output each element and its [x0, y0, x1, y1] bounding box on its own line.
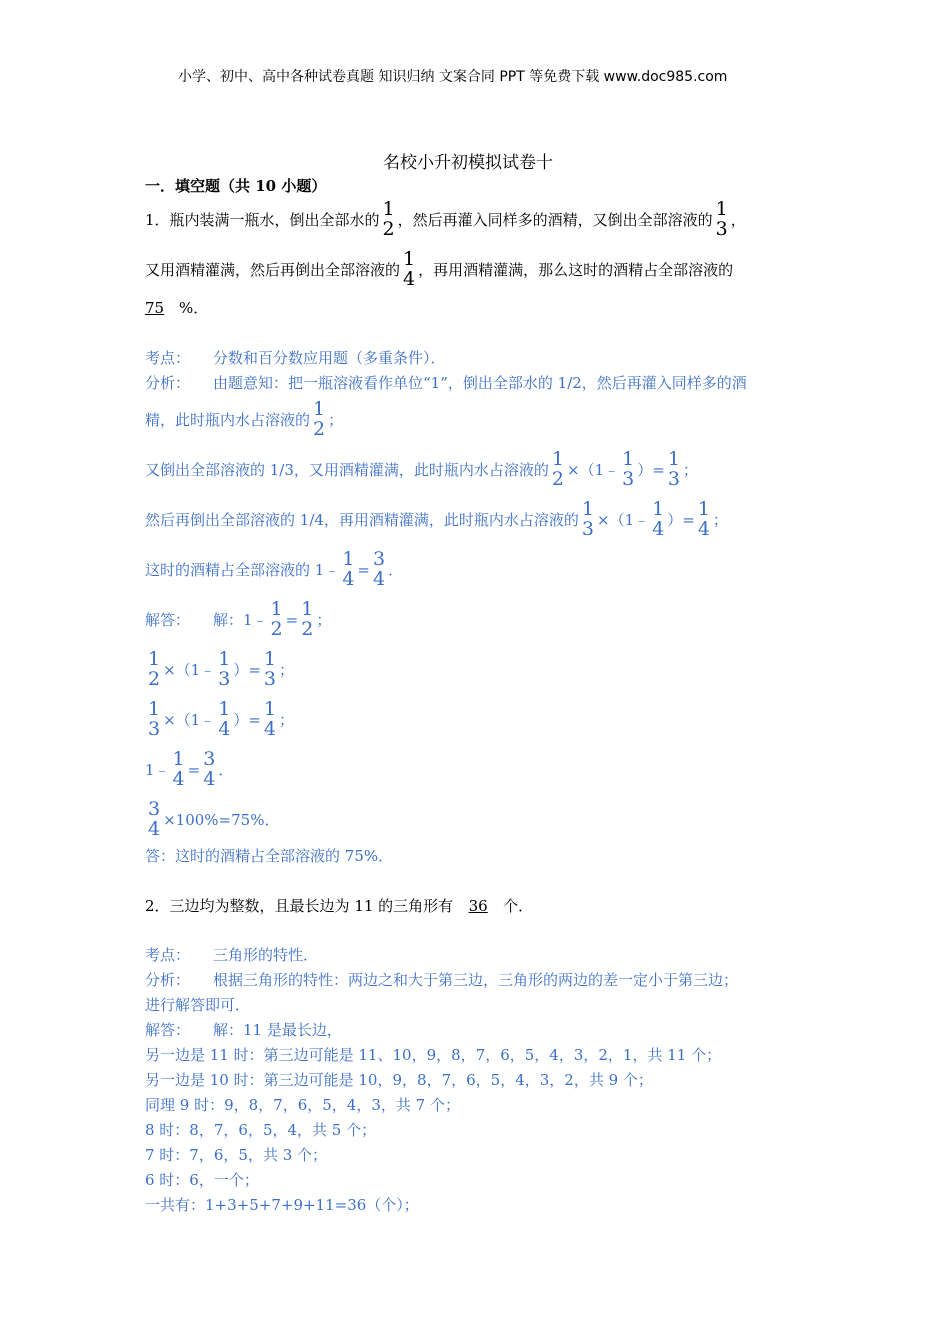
fraction-1-3: 1 3	[218, 648, 231, 690]
q2-kaodian: 考点： 三角形的特性．	[145, 946, 319, 964]
fraction-3-4: 3 4	[148, 798, 161, 840]
q2-line: 另一边是 11 时：第三边可能是 11、10，9，8，7，6，5，4，3，2，1，共 11 个；	[145, 1046, 722, 1064]
q1-jieda-2: 1 2 × （1﹣ 1 3 ） = 1 3 ；	[148, 648, 295, 690]
fraction-1-3: 1 3	[667, 448, 680, 490]
fraction-1-4: 1 4	[403, 248, 416, 290]
q2-line: 另一边是 10 时：第三边可能是 10，9，8，7，6，5，4，3，2，共 9 个；	[145, 1071, 653, 1089]
q1-jieda-4: 1﹣ 1 4 = 3 4 ．	[145, 748, 234, 790]
q1-fenxi-2: 精，此时瓶内水占溶液的 1 2 ；	[145, 398, 344, 440]
fraction-1-4: 1 4	[697, 498, 710, 540]
q1-stem-line-2	[145, 250, 733, 290]
fraction-1-2: 1 2	[148, 648, 161, 690]
fraction-1-4: 1 4	[342, 548, 355, 590]
section-heading: 一．填空题（共 10 小题）	[145, 177, 327, 195]
fraction-3-4: 3 4	[203, 748, 216, 790]
fraction-1-3: 1 3	[263, 648, 276, 690]
q1-stem-text: ，再用酒精灌满，那么这时的酒精占全部溶液的	[418, 261, 734, 280]
q1-fenxi-5: 这时的酒精占全部溶液的 1﹣ 1 4 = 3 4 ．	[145, 548, 404, 590]
fraction-1-2: 1 2	[270, 598, 283, 640]
q2-line: 一共有：1+3+5+7+9+11=36（个）；	[145, 1196, 419, 1214]
q2-stem: 2．三边均为整数，且最长边为 11 的三角形有 36 个．	[145, 897, 534, 915]
q1-jieda-3: 1 3 × （1﹣ 1 4 ） = 1 4 ；	[148, 698, 295, 740]
q2-line: 7 时：7，6，5，共 3 个；	[145, 1146, 328, 1164]
q1-fenxi-4: 然后再倒出全部溶液的 1/4，再用酒精灌满，此时瓶内水占溶液的 1 3 × （1﹣ 1 4 ） = 1 4 ；	[145, 498, 728, 540]
q1-da: 答：这时的酒精占全部溶液的 75%．	[145, 847, 394, 865]
q1-stem-text: ，然后再灌入同样多的酒精，又倒出全部溶液的	[397, 211, 713, 230]
fraction-1-3: 1 3	[148, 698, 161, 740]
q1-jieda-1: 解答： 解：1﹣ 1 2 = 1 2 ；	[145, 598, 332, 640]
q1-stem-text: 1．瓶内装满一瓶水，倒出全部水的	[145, 211, 380, 230]
q2-fenxi-1: 分析： 根据三角形的特性：两边之和大于第三边，三角形的两边的差一定小于第三边；	[145, 971, 739, 989]
q2-line: 6 时：6，一个；	[145, 1171, 259, 1189]
q2-line: 8 时：8，7，6，5，4，共 5 个；	[145, 1121, 377, 1139]
q1-fenxi-1: 分析： 由题意知：把一瓶溶液看作单位“1”，倒出全部水的 1/2，然后再灌入同样多的酒	[145, 374, 747, 392]
q1-stem-line-1: 1．瓶内装满一瓶水，倒出全部水的 1 2 ，然后再灌入同样多的酒精，又倒出全部溶液的 1 3 ，	[145, 198, 746, 240]
q1-kaodian: 考点： 分数和百分数应用题（多重条件）．	[145, 349, 446, 367]
site-header: 小学、初中、高中各种试卷真题 知识归纳 文案合同 PPT 等免费下载 www.doc985.com	[178, 69, 728, 85]
q1-jieda-5: 3 4 ×100%=75%．	[148, 798, 280, 840]
fraction-1-3: 1 3	[622, 448, 635, 490]
page-title: 名校小升初模拟试卷十	[383, 153, 553, 173]
fraction-1-4: 1 4	[652, 498, 665, 540]
fraction-1-2: 1 2	[301, 598, 314, 640]
q1-stem-text: 又用酒精灌满，然后再倒出全部溶液的	[145, 261, 401, 280]
fraction-1-4: 1 4	[218, 698, 231, 740]
fraction-1-4: 1 4	[172, 748, 185, 790]
q2-jieda-1: 解答： 解：11 是最长边，	[145, 1021, 342, 1039]
fraction-1-3: 1 3	[581, 498, 595, 540]
q2-line: 同理 9 时：9，8，7，6，5，4，3，共 7 个；	[145, 1096, 460, 1114]
q1-answer-line: 75 %．	[145, 299, 209, 317]
fraction-1-2: 1 2	[551, 448, 565, 490]
q1-answer: 75	[145, 299, 165, 317]
q2-answer: 36	[468, 897, 488, 915]
fraction-1-4: 1 4	[263, 698, 276, 740]
fraction-1-2: 1 2	[382, 198, 395, 240]
q2-fenxi-2: 进行解答即可．	[145, 996, 251, 1014]
fraction-3-4: 3 4	[373, 548, 386, 590]
q1-fenxi-3: 又倒出全部溶液的 1/3，又用酒精灌满，此时瓶内水占溶液的 1 2 × （1﹣ 1 3 ） = 1 3 ；	[145, 448, 698, 490]
fraction-1-2: 1 2	[313, 398, 326, 440]
fraction-1-3: 1 3	[715, 198, 728, 240]
